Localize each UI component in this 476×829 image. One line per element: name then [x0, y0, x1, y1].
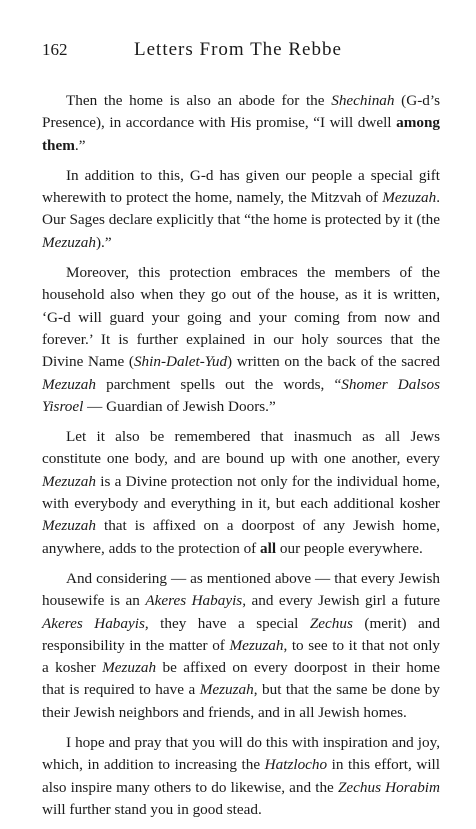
- italic-run: Mezuzah: [42, 517, 96, 535]
- paragraph: [42, 262, 440, 418]
- bold-run: among them: [42, 114, 440, 154]
- text-run: (G-d’s Presence), in accordance with His promise, “I will dwell: [42, 92, 440, 132]
- italic-run: Zechus Horabim: [337, 778, 440, 796]
- paragraph: [42, 90, 440, 157]
- text-run: , but that the same be done by their Jewish neighbors and friends, and in all Jewish homes.: [42, 681, 440, 721]
- text-run: In addition to this, G-d has given our people a special gift wherewith to protect the home, namely, the Mitzvah of: [42, 166, 440, 207]
- text-run: And considering — as mentioned above — that every Jewish housewife is an: [42, 569, 440, 610]
- text-run: Moreover, this protection embraces the members of the household also when they go out of the house, as it is written, ‘G-d will guard your going and your coming from now and forever.’ It is further explained in our holy sources that the Divine Name (: [42, 264, 440, 371]
- text-run: our people everywhere.: [276, 539, 423, 557]
- italic-run: Shechinah: [331, 92, 395, 109]
- italic-run: Shomer Dalsos Yisroel: [42, 375, 441, 415]
- bold-run: all: [260, 539, 277, 557]
- italic-run: Akeres Habayis: [145, 592, 243, 610]
- text-run: be affixed on every doorpost in their home that is required to have a: [42, 659, 440, 699]
- paragraph: [42, 732, 440, 821]
- italic-run: Mezuzah: [42, 233, 96, 251]
- paragraph: [42, 165, 440, 254]
- text-run: that is affixed on a doorpost of any Jewish home, anywhere, adds to the protection of: [42, 517, 440, 557]
- italic-run: Mezuzah: [42, 472, 96, 490]
- italic-run: Mezuzah: [199, 681, 254, 699]
- page-number: 162: [42, 40, 68, 59]
- text-run: , they have a special: [144, 614, 310, 632]
- italic-run: Mezuzah: [229, 636, 284, 654]
- text-run: . Our Sages declare explicitly that “the home is protected by it (the: [42, 189, 440, 229]
- text-run: is a Divine protection not only for the individual home, with everybody and everything in it, but each additional kosher: [42, 472, 440, 513]
- italic-run: Mezuzah: [42, 375, 96, 393]
- italic-run: Shin-Dalet-Yud: [133, 353, 228, 371]
- text-run: parchment spells out the words, “: [96, 375, 342, 393]
- running-title: Letters From The Rebbe: [134, 39, 342, 60]
- italic-run: Hatzlocho: [264, 756, 328, 774]
- text-run: ).”: [96, 233, 112, 251]
- text-run: will further stand you in good stead.: [42, 800, 262, 818]
- italic-run: Akeres Habayis: [42, 614, 145, 632]
- text-run: .”: [74, 136, 86, 154]
- text-run: , to see to it that not only a kosher: [42, 636, 441, 677]
- text-run: Then the home is also an abode for the: [66, 92, 332, 109]
- text-run: in this effort, will also inspire many others to do likewise, and the: [42, 756, 440, 796]
- text-run: Let it also be remembered that inasmuch as all Jews constitute one body, and are bound up with one another, every: [42, 428, 440, 468]
- paragraph: [42, 568, 440, 724]
- text-run: — Guardian of Jewish Doors.”: [83, 397, 276, 415]
- italic-run: Mezuzah: [102, 659, 157, 677]
- text-run: (merit) and responsibility in the matter of: [42, 614, 440, 654]
- text-run: , and every Jewish girl a future: [242, 592, 441, 610]
- italic-run: Zechus: [309, 614, 353, 632]
- text-run: I hope and pray that you will do this with inspiration and joy, which, in addition to increasing the: [42, 734, 440, 774]
- paragraph: [42, 426, 440, 560]
- italic-run: Mezuzah: [382, 189, 437, 207]
- body-text: [42, 90, 440, 829]
- text-run: ) written on the back of the sacred: [227, 353, 440, 371]
- page-header: [42, 40, 436, 64]
